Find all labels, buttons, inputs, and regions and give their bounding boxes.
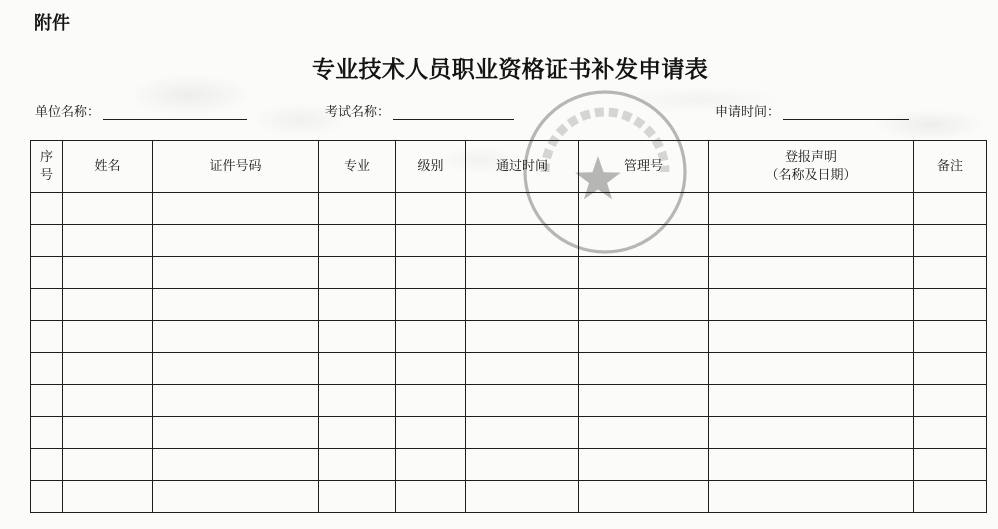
table-cell-seq — [31, 193, 63, 225]
table-cell-name — [63, 385, 153, 417]
unit-name-blank — [103, 104, 247, 120]
table-cell-major — [319, 353, 396, 385]
table-cell-pass-date — [466, 417, 579, 449]
table-cell-notice — [709, 385, 914, 417]
table-cell-notice — [709, 321, 914, 353]
table-cell-seq — [31, 321, 63, 353]
table-row — [31, 193, 987, 225]
column-header-major — [319, 141, 396, 193]
table-cell-major — [319, 225, 396, 257]
table-cell-id-number — [153, 257, 319, 289]
table-cell-level — [396, 193, 466, 225]
table-cell-major — [319, 193, 396, 225]
table-cell-seq — [31, 385, 63, 417]
table-cell-level — [396, 289, 466, 321]
table-cell-major — [319, 385, 396, 417]
table-cell-remarks — [914, 289, 987, 321]
table-cell-seq — [31, 225, 63, 257]
table-cell-remarks — [914, 385, 987, 417]
column-header-label: 通过时间 — [495, 158, 548, 174]
table-cell-major — [319, 449, 396, 481]
table-cell-management-no — [579, 321, 709, 353]
table-cell-management-no — [579, 481, 709, 513]
table-cell-seq — [31, 257, 63, 289]
table-cell-notice — [709, 481, 914, 513]
table-row — [31, 225, 987, 257]
table-cell-major — [319, 481, 396, 513]
table-cell-name — [63, 289, 153, 321]
table-cell-name — [63, 257, 153, 289]
table-header — [31, 141, 987, 193]
table-cell-pass-date — [466, 321, 579, 353]
table-cell-management-no — [579, 225, 709, 257]
table-cell-id-number — [153, 321, 319, 353]
table-cell-name — [63, 193, 153, 225]
table-cell-level — [396, 257, 466, 289]
table-cell-management-no — [579, 417, 709, 449]
table-cell-level — [396, 417, 466, 449]
table-cell-level — [396, 481, 466, 513]
table-cell-name — [63, 353, 153, 385]
table-cell-major — [319, 417, 396, 449]
table-cell-name — [63, 481, 153, 513]
table-cell-major — [319, 321, 396, 353]
table-row — [31, 257, 987, 289]
table-cell-seq — [31, 353, 63, 385]
table-cell-remarks — [914, 193, 987, 225]
header-row — [31, 141, 987, 193]
table-cell-remarks — [914, 353, 987, 385]
table-cell-name — [63, 449, 153, 481]
table-cell-id-number — [153, 481, 319, 513]
table-cell-notice — [709, 417, 914, 449]
table-cell-pass-date — [466, 225, 579, 257]
apply-date-field — [715, 104, 909, 122]
column-header-label: 姓名 — [94, 158, 121, 174]
column-header-label: 级别 — [417, 158, 444, 174]
unit-name-field — [35, 104, 247, 122]
table-cell-level — [396, 449, 466, 481]
column-header-id-number — [153, 141, 319, 193]
table-cell-remarks — [914, 257, 987, 289]
column-header-name — [63, 141, 153, 193]
table-cell-management-no — [579, 353, 709, 385]
table-row — [31, 481, 987, 513]
column-header-notice — [709, 141, 914, 193]
column-header-seq — [31, 141, 63, 193]
table-row — [31, 289, 987, 321]
column-header-pass-date — [466, 141, 579, 193]
table-cell-major — [319, 289, 396, 321]
table-cell-notice — [709, 449, 914, 481]
table-cell-seq — [31, 417, 63, 449]
table-cell-id-number — [153, 353, 319, 385]
apply-date-blank — [783, 104, 909, 120]
table-cell-level — [396, 385, 466, 417]
table-cell-seq — [31, 289, 63, 321]
table-row — [31, 353, 987, 385]
exam-name-label: 考试名称： — [325, 105, 391, 120]
column-header-management-no — [579, 141, 709, 193]
table-cell-id-number — [153, 417, 319, 449]
form-title: 专业技术人员职业资格证书补发申请表 — [311, 56, 709, 83]
table-cell-id-number — [153, 193, 319, 225]
table-cell-id-number — [153, 385, 319, 417]
table-cell-id-number — [153, 449, 319, 481]
table-cell-pass-date — [466, 193, 579, 225]
table-cell-name — [63, 225, 153, 257]
table-cell-remarks — [914, 417, 987, 449]
table-cell-management-no — [579, 449, 709, 481]
column-header-label: 序 — [39, 149, 53, 165]
table-body — [31, 193, 987, 513]
table-cell-notice — [709, 193, 914, 225]
table-cell-remarks — [914, 481, 987, 513]
unit-name-label: 单位名称： — [35, 105, 101, 120]
column-header-remarks — [914, 141, 987, 193]
column-header-label: 登报声明 — [784, 149, 837, 165]
reissue-application-table — [30, 140, 987, 513]
table-row — [31, 449, 987, 481]
table-cell-pass-date — [466, 289, 579, 321]
table-cell-pass-date — [466, 257, 579, 289]
table-cell-id-number — [153, 225, 319, 257]
attachment-label: 附件 — [34, 13, 70, 34]
exam-name-field — [325, 104, 514, 122]
table-cell-major — [319, 257, 396, 289]
table-cell-pass-date — [466, 353, 579, 385]
table-row — [31, 321, 987, 353]
table-cell-notice — [709, 353, 914, 385]
column-header-label: 号 — [39, 167, 53, 183]
table-cell-name — [63, 417, 153, 449]
column-header-label: （名称及日期） — [765, 167, 857, 183]
table-cell-seq — [31, 449, 63, 481]
table-cell-level — [396, 321, 466, 353]
table-cell-remarks — [914, 321, 987, 353]
table-cell-management-no — [579, 385, 709, 417]
table-cell-notice — [709, 289, 914, 321]
table-cell-pass-date — [466, 481, 579, 513]
table-cell-notice — [709, 225, 914, 257]
table-cell-pass-date — [466, 385, 579, 417]
table-cell-id-number — [153, 289, 319, 321]
table-cell-management-no — [579, 193, 709, 225]
table-cell-seq — [31, 481, 63, 513]
table-cell-level — [396, 353, 466, 385]
column-header-label: 证件号码 — [209, 158, 262, 174]
table-cell-pass-date — [466, 449, 579, 481]
table-cell-level — [396, 225, 466, 257]
table-row — [31, 385, 987, 417]
table-cell-name — [63, 321, 153, 353]
apply-date-label: 申请时间： — [715, 105, 781, 120]
exam-name-blank — [393, 104, 514, 120]
table-cell-remarks — [914, 225, 987, 257]
column-header-level — [396, 141, 466, 193]
column-header-label: 备注 — [936, 158, 963, 174]
table-cell-remarks — [914, 449, 987, 481]
table-row — [31, 417, 987, 449]
column-header-label: 管理号 — [623, 158, 663, 174]
column-header-label: 专业 — [343, 158, 370, 174]
table-cell-notice — [709, 257, 914, 289]
table-cell-management-no — [579, 257, 709, 289]
table-cell-management-no — [579, 289, 709, 321]
